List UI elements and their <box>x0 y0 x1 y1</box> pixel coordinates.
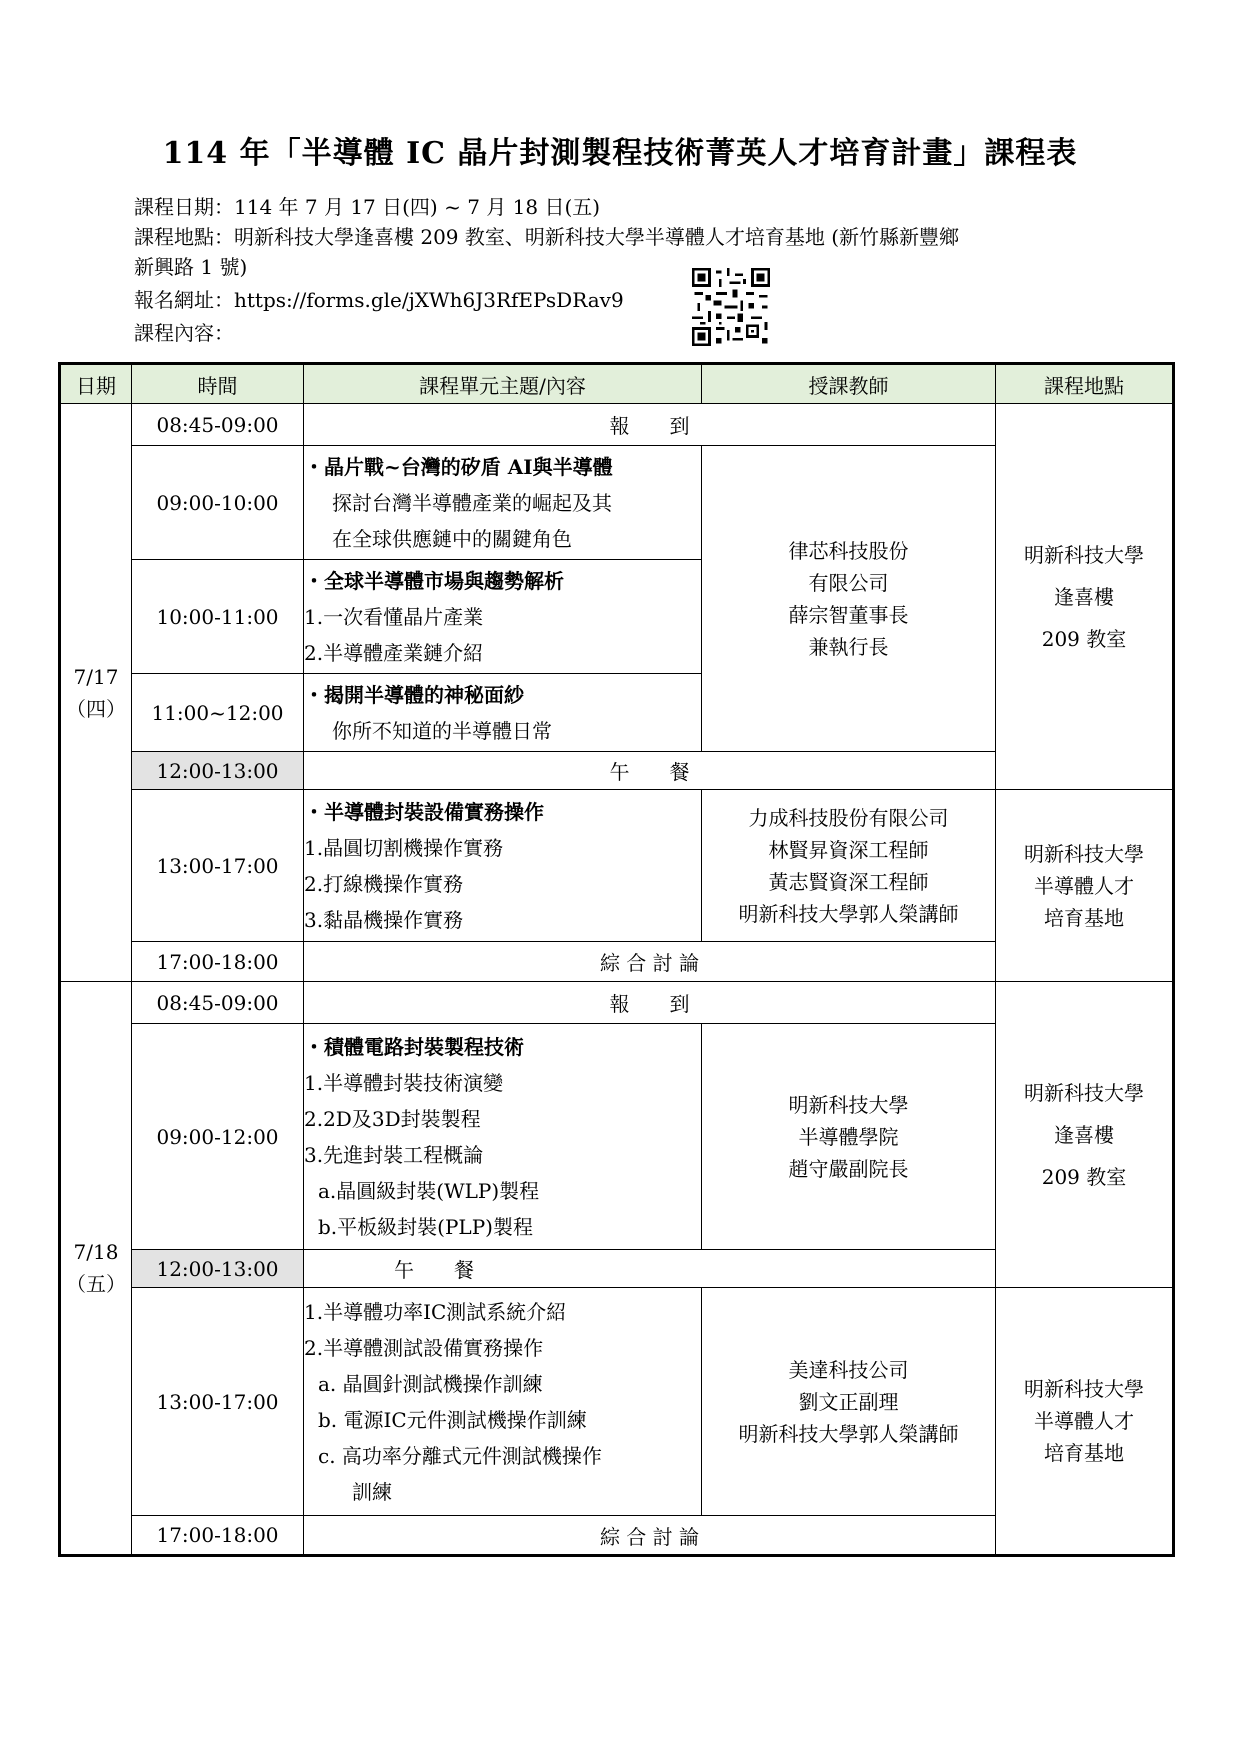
day1-session-4: ・揭開半導體的神秘面紗 你所不知道的半導體日常 <box>304 674 702 752</box>
course-location-line1: 課程地點：明新科技大學逢喜樓 209 教室、明新科技大學半導體人才培育基地 (新竹縣新豐鄉 <box>134 225 960 249</box>
day2-teacher-a: 明新科技大學 半導體學院 趙守嚴副院長 <box>702 1024 996 1250</box>
day1-discussion: 綜 合 討 論 <box>304 942 996 982</box>
qr-code-icon[interactable] <box>692 268 770 346</box>
day1-time-7: 17:00-18:00 <box>132 942 304 982</box>
page-title: 114 年「半導體 IC 晶片封測製程技術菁英人才培育計畫」課程表 <box>162 136 1078 171</box>
day2-time-4: 13:00-17:00 <box>132 1288 304 1516</box>
day1-time-2: 09:00-10:00 <box>132 446 304 560</box>
col-header-venue: 課程地點 <box>996 364 1174 404</box>
day2-checkin: 報 到 <box>304 982 996 1024</box>
table-row <box>60 404 1174 446</box>
day2-venue-b: 明新科技大學 半導體人才 培育基地 <box>996 1288 1174 1556</box>
day1-teacher-b: 力成科技股份有限公司 林賢昇資深工程師 黃志賢資深工程師 明新科技大學郭人榮講師 <box>702 790 996 942</box>
day1-venue-a: 明新科技大學 逢喜樓 209 教室 <box>996 404 1174 790</box>
col-header-date: 日期 <box>60 364 132 404</box>
day1-lunch: 午 餐 <box>304 752 996 790</box>
day2-lunch: 午 餐 <box>304 1250 996 1288</box>
table-header-row <box>60 364 1174 404</box>
day1-session-2: ・晶片戰~台灣的矽盾 AI與半導體 探討台灣半導體產業的崛起及其 在全球供應鏈中的關鍵角色 <box>304 446 702 560</box>
col-header-topic: 課程單元主題/內容 <box>304 364 702 404</box>
schedule-table <box>58 362 1175 1557</box>
day1-venue-b: 明新科技大學 半導體人才 培育基地 <box>996 790 1174 982</box>
day1-checkin: 報 到 <box>304 404 996 446</box>
day2-time-3: 12:00-13:00 <box>132 1250 304 1288</box>
day2-time-5: 17:00-18:00 <box>132 1516 304 1556</box>
day2-time-1: 08:45-09:00 <box>132 982 304 1024</box>
day2-teacher-b: 美達科技公司 劉文正副理 明新科技大學郭人榮講師 <box>702 1288 996 1516</box>
day1-time-5: 12:00-13:00 <box>132 752 304 790</box>
course-location-line2: 新興路 1 號) <box>134 255 248 279</box>
day1-session-3: ・全球半導體市場與趨勢解析 1.一次看懂晶片產業 2.半導體產業鏈介紹 <box>304 560 702 674</box>
day2-session-4: 1.半導體功率IC測試系統介紹 2.半導體測試設備實務操作 a. 晶圓針測試機操作訓練 b. 電源IC元件測試機操作訓練 c. 高功率分離式元件測試機操作 訓練 <box>304 1288 702 1516</box>
signup-url[interactable]: 報名網址：https://forms.gle/jXWh6J3RfEPsDRav9 <box>134 288 624 312</box>
day1-time-1: 08:45-09:00 <box>132 404 304 446</box>
day1-time-3: 10:00-11:00 <box>132 560 304 674</box>
course-date: 課程日期：114 年 7 月 17 日(四) ~ 7 月 18 日(五) <box>134 195 601 219</box>
day1-time-4: 11:00~12:00 <box>132 674 304 752</box>
day1-session-6: ・半導體封裝設備實務操作 1.晶圓切割機操作實務 2.打線機操作實務 3.黏晶機操作實務 <box>304 790 702 942</box>
table-row <box>60 790 1174 942</box>
day1-date-cell: 7/17 （四） <box>60 404 132 982</box>
day1-teacher-a: 律芯科技股份 有限公司 薛宗智董事長 兼執行長 <box>702 446 996 752</box>
table-row <box>60 982 1174 1024</box>
col-header-time: 時間 <box>132 364 304 404</box>
table-row <box>60 1288 1174 1516</box>
day2-venue-a: 明新科技大學 逢喜樓 209 教室 <box>996 982 1174 1288</box>
day1-time-6: 13:00-17:00 <box>132 790 304 942</box>
day2-discussion: 綜 合 討 論 <box>304 1516 996 1556</box>
day2-date-cell: 7/18 （五） <box>60 982 132 1556</box>
col-header-teacher: 授課教師 <box>702 364 996 404</box>
day2-time-2: 09:00-12:00 <box>132 1024 304 1250</box>
day2-session-2: ・積體電路封裝製程技術 1.半導體封裝技術演變 2.2D及3D封裝製程 3.先進封裝工程概論 a.晶圓級封裝(WLP)製程 b.平板級封裝(PLP)製程 <box>304 1024 702 1250</box>
course-content-label: 課程內容： <box>134 321 234 345</box>
